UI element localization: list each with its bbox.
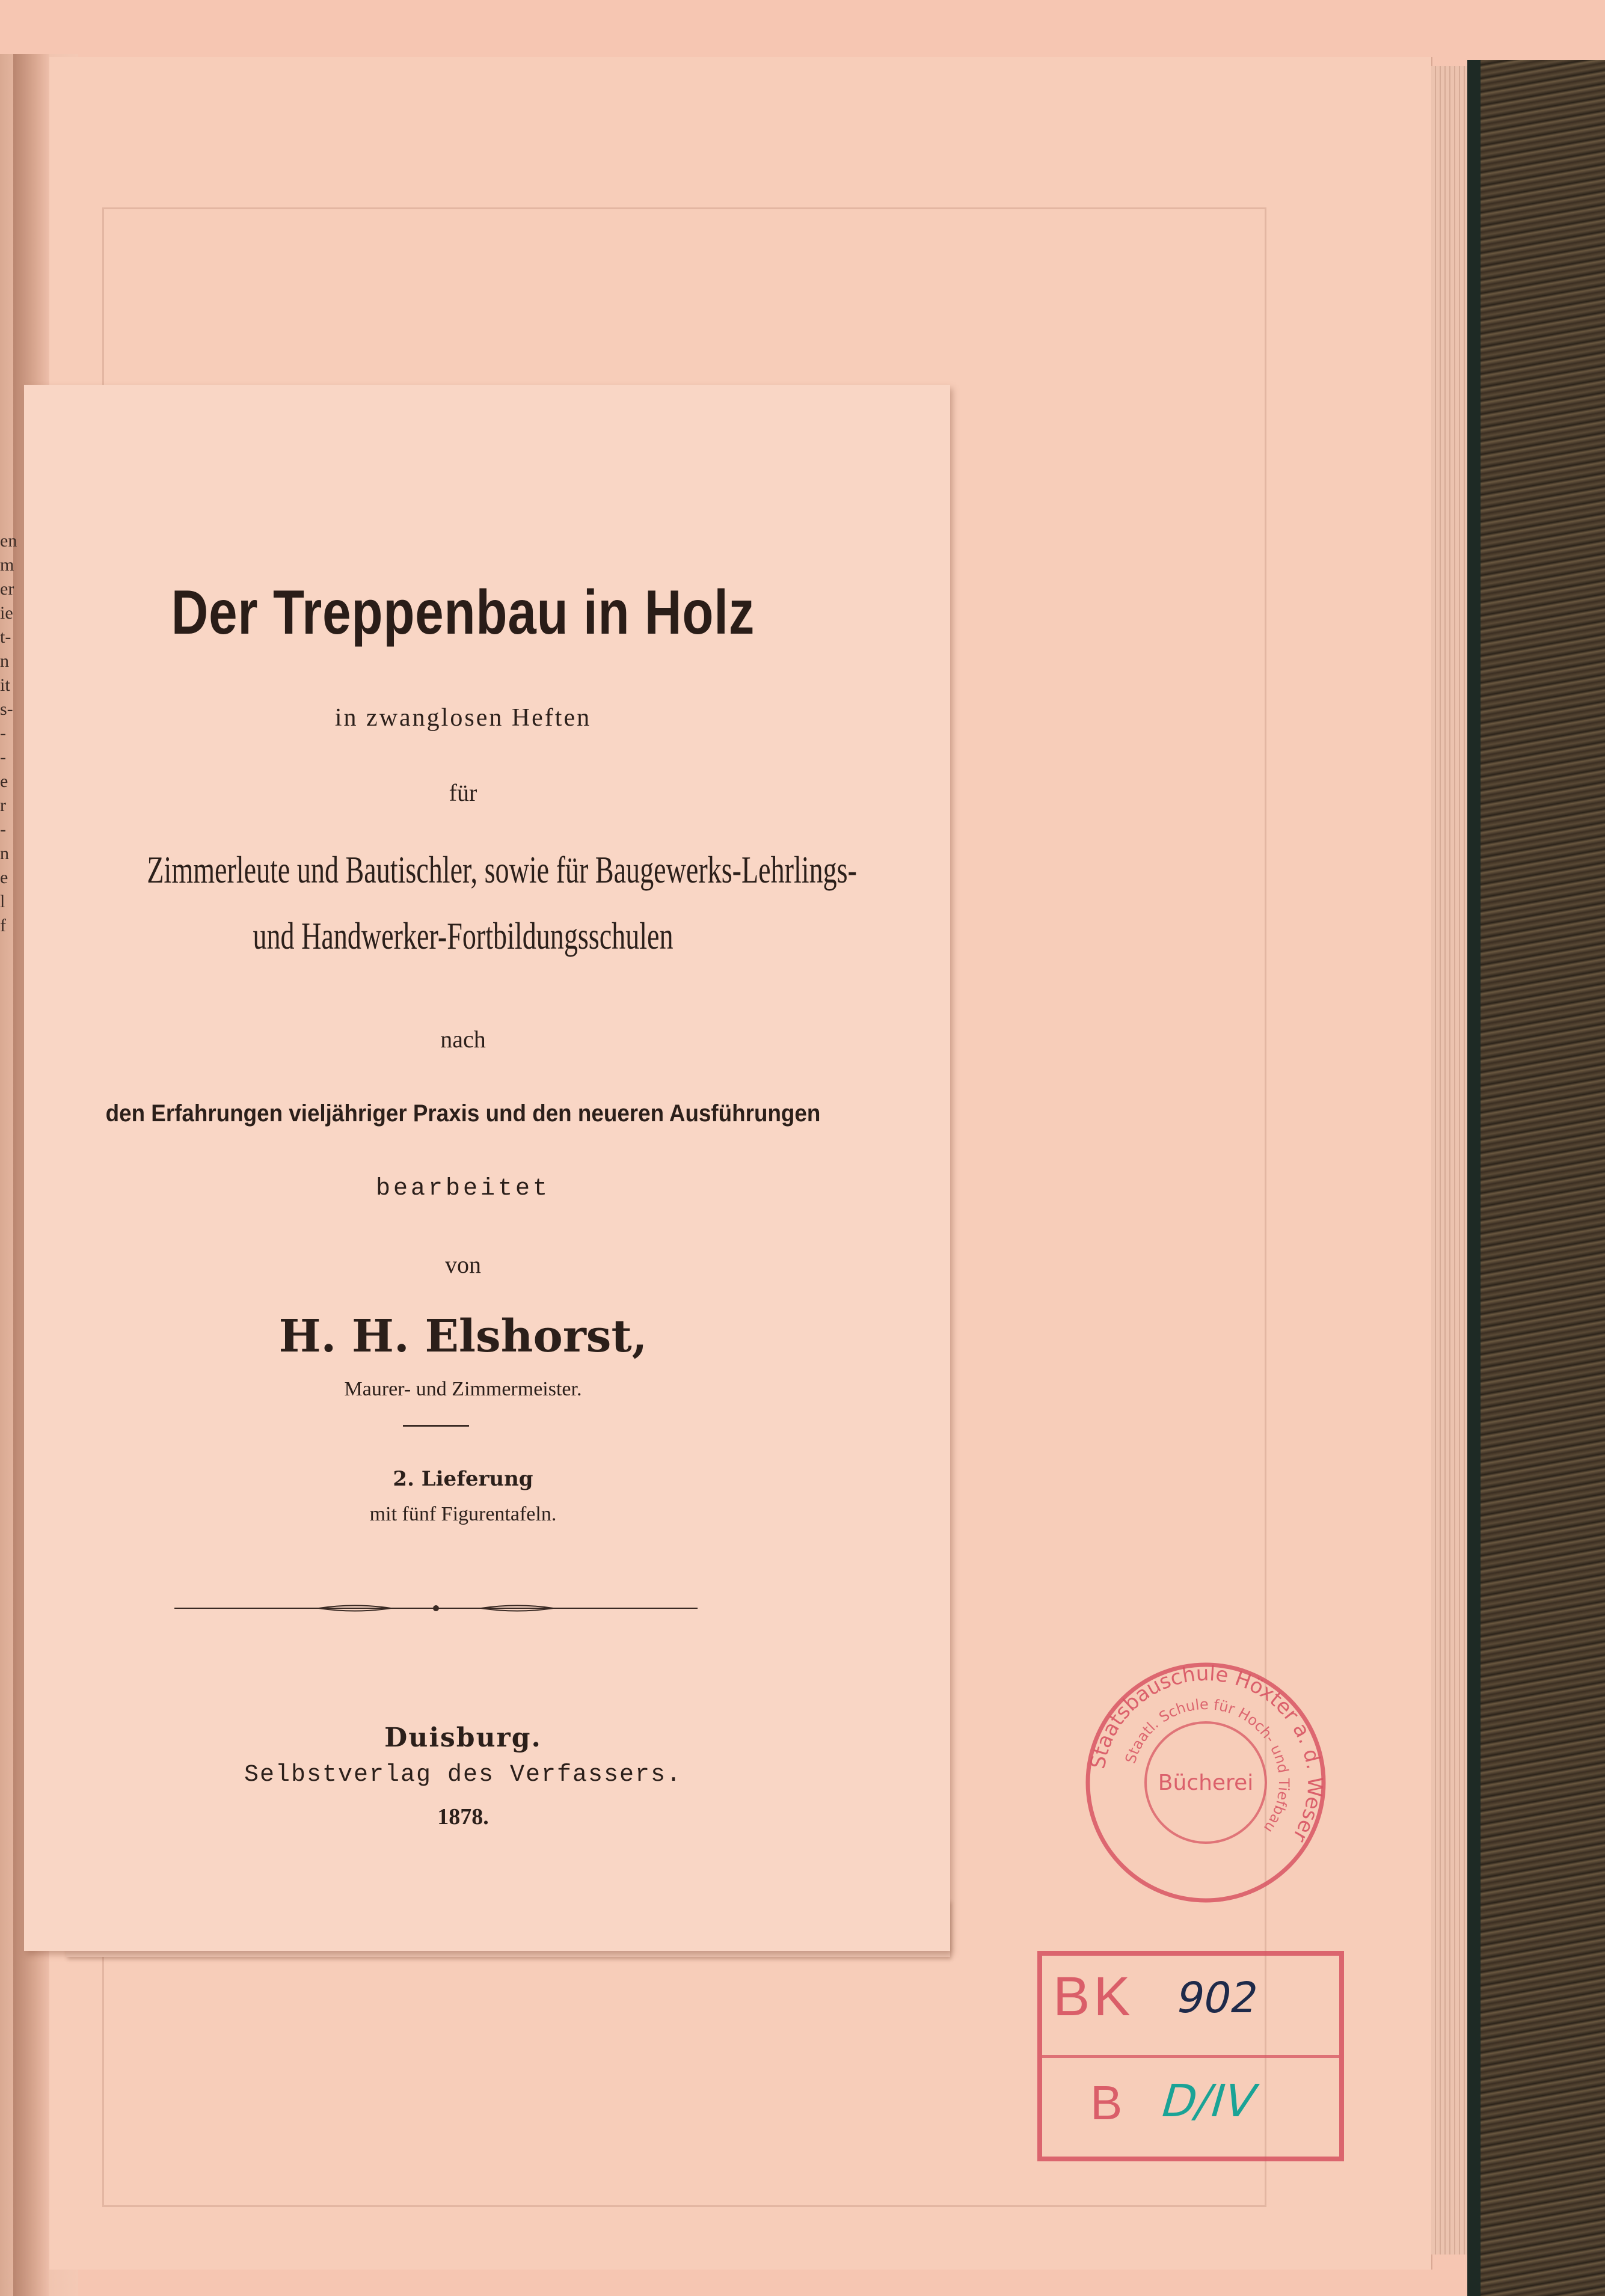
stamp-inner-text: Bücherei — [1158, 1771, 1254, 1795]
author-name: H. H. Elshorst, — [278, 1311, 648, 1362]
book-title: Der Treppenbau in Holz — [171, 578, 755, 647]
after-line: nach — [440, 1026, 486, 1053]
edited-line: bearbeitet — [375, 1175, 551, 1202]
cover-spine-edge — [1467, 60, 1481, 2296]
for-line: für — [449, 779, 477, 806]
fragment-line: r — [0, 795, 6, 815]
stamp-ring-text: Staatl. Schule für Hoch- und Tiefbau — [1122, 1695, 1293, 1836]
fragment-line: f — [0, 916, 6, 935]
fragment-line: t- — [0, 627, 11, 647]
fragment-line: - — [0, 819, 6, 839]
call-number-divider — [1042, 2055, 1339, 2058]
fragment-line: - — [0, 723, 6, 743]
ornamental-rule — [174, 1599, 698, 1617]
by-line: von — [445, 1251, 481, 1278]
plates-note: mit fünf Figurentafeln. — [369, 1503, 557, 1525]
publisher: Selbstverlag des Verfassers. — [244, 1762, 683, 1789]
fragment-line: m — [0, 555, 14, 575]
call-number-stamp — [1037, 1951, 1344, 2161]
fragment-line: n — [0, 651, 9, 671]
fragment-line: er — [0, 579, 14, 599]
title-page — [24, 385, 950, 1951]
audience-line-2: und Handwerker-Fortbildungsschulen — [253, 914, 674, 957]
audience-line-1: Zimmerleute und Bautischler, sowie für Baugewerks-Lehrlings- — [147, 848, 857, 891]
publication-city: Duisburg. — [384, 1722, 542, 1753]
call-number-prefix: BK — [1053, 1966, 1134, 2027]
fragment-line: it — [0, 675, 10, 695]
fragment-line: l — [0, 892, 5, 911]
fragment-line: ie — [0, 603, 13, 623]
subtitle: in zwanglosen Heften — [334, 704, 592, 732]
fragment-line: n — [0, 843, 9, 863]
stamp-outer-text: Staatsbauschule Höxter a. d. Weser — [1085, 1661, 1327, 1846]
delivery-number: 2. Lieferung — [393, 1467, 533, 1491]
publication-year: 1878. — [437, 1804, 489, 1829]
call-number-section-letter: B — [1090, 2076, 1123, 2129]
author-profession: Maurer- und Zimmermeister. — [344, 1378, 582, 1400]
library-stamp — [1079, 1656, 1332, 1909]
fragment-line: s- — [0, 699, 13, 719]
handwritten-section: D/IV — [1155, 2075, 1263, 2127]
handwritten-call-number: 902 — [1172, 1973, 1263, 2022]
fragment-line: e — [0, 771, 8, 791]
basis-line: den Erfahrungen vieljähriger Praxis und den neueren Ausführungen — [105, 1100, 821, 1127]
fragment-line: en — [0, 531, 17, 551]
fragment-line: - — [0, 747, 6, 767]
fragment-line: e — [0, 868, 8, 887]
short-rule — [403, 1425, 469, 1427]
marbled-cover-board — [1467, 60, 1605, 2296]
